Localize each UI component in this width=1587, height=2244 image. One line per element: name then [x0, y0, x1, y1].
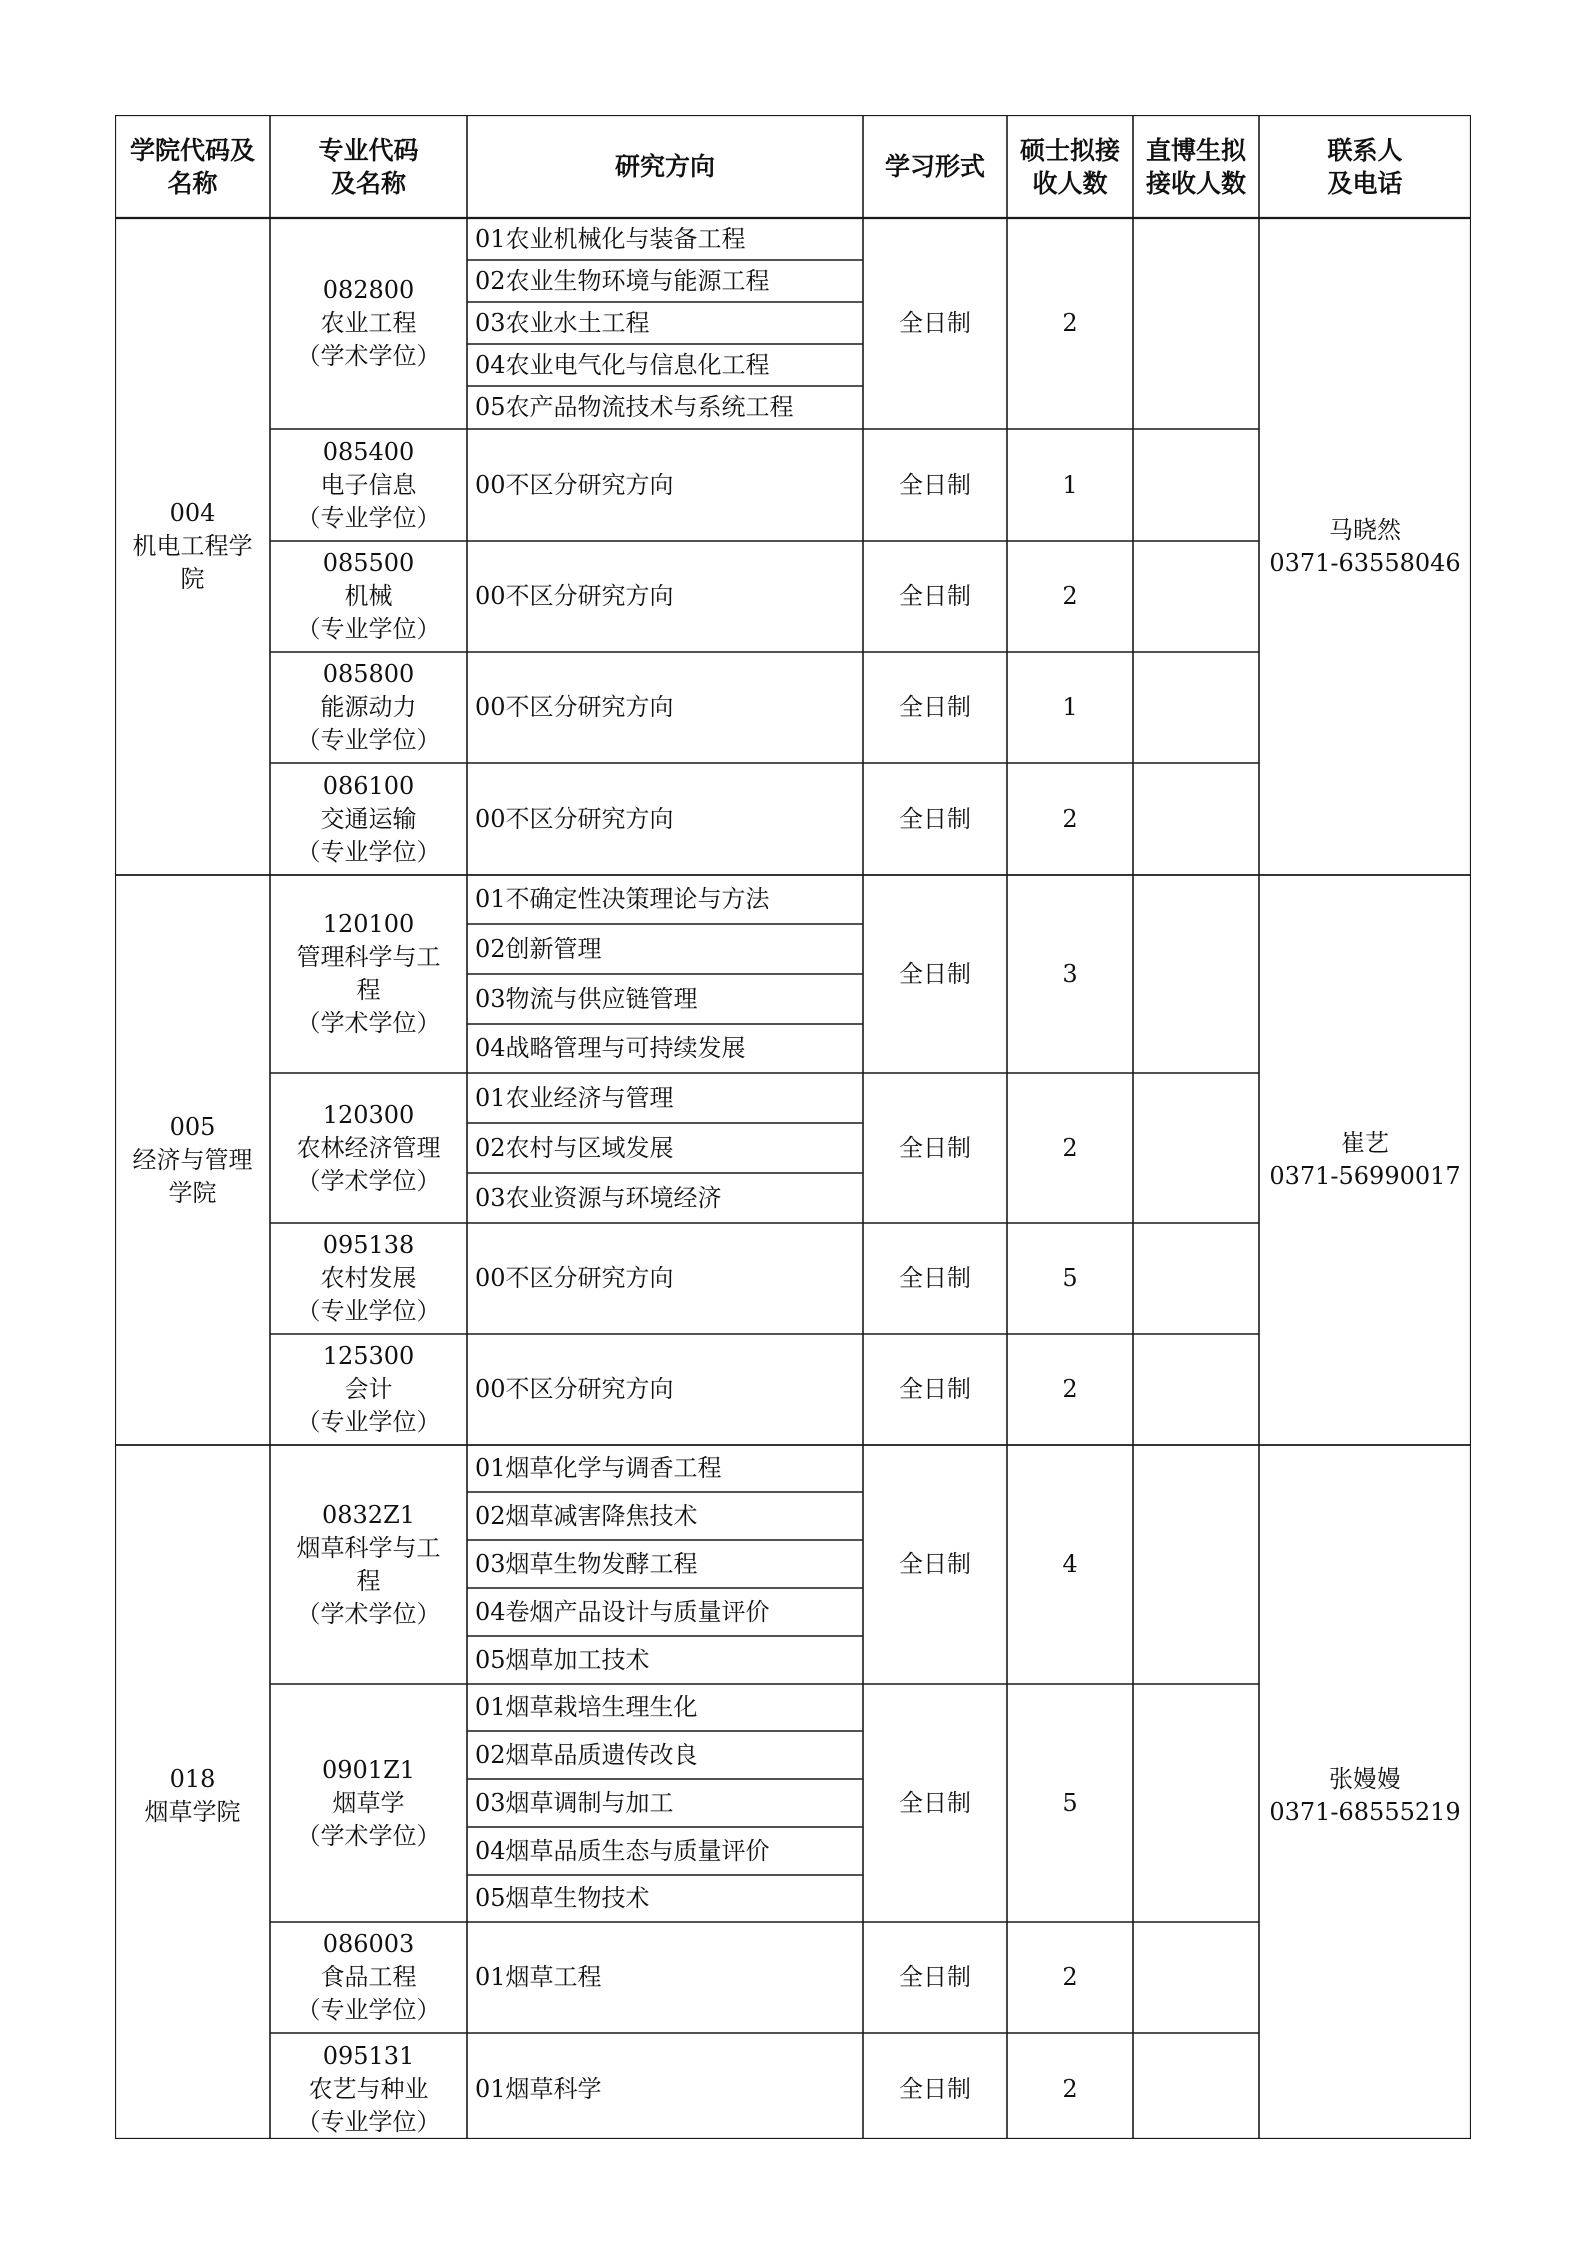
phd-count-cell [1133, 763, 1259, 875]
phd-count-cell [1133, 218, 1259, 429]
major-code: 120100 [322, 910, 415, 938]
master-count-cell [1007, 1445, 1133, 1684]
direction-text: 03农业资源与环境经济 [475, 1183, 722, 1212]
major-name-line: 电子信息 [320, 470, 417, 499]
header-study-mode [863, 115, 1007, 218]
direction-cell [467, 1445, 863, 1492]
major-name-line: 农林经济管理 [296, 1133, 441, 1162]
study-mode-cell [863, 1073, 1007, 1223]
major-code: 085400 [322, 437, 415, 466]
direction-text: 03物流与供应链管理 [475, 984, 698, 1013]
direction-text: 04烟草品质生态与质量评价 [475, 1836, 770, 1865]
master-count-cell [1007, 763, 1133, 875]
major-degree-type: （专业学位） [296, 1297, 441, 1325]
contact-cell [1259, 218, 1471, 875]
college-name-line: 机电工程学 [132, 532, 253, 560]
direction-text: 05农产品物流技术与系统工程 [475, 393, 794, 421]
direction-cell [467, 344, 863, 386]
phd-count-cell [1133, 1334, 1259, 1445]
direction-text: 05烟草加工技术 [475, 1645, 650, 1674]
direction-cell [467, 1540, 863, 1588]
phd-count-cell [1133, 1922, 1259, 2033]
major-name-line: 程 [356, 1566, 381, 1595]
study-mode-cell [863, 1223, 1007, 1334]
major-name-line: 食品工程 [320, 1963, 417, 1991]
direction-cell [467, 260, 863, 302]
master-count-value: 3 [1062, 959, 1078, 988]
major-name-line: 农村发展 [320, 1264, 417, 1292]
master-count-cell [1007, 218, 1133, 429]
contact-phone: 0371-63558046 [1269, 548, 1461, 577]
college-name-line: 院 [180, 565, 205, 593]
study-mode-text: 全日制 [899, 959, 971, 988]
master-count-cell [1007, 1684, 1133, 1922]
direction-cell [467, 386, 863, 429]
contact-name: 张嫚嫚 [1329, 1764, 1401, 1793]
major-degree-type: （专业学位） [296, 726, 441, 754]
study-mode-cell [863, 1684, 1007, 1922]
college-cell [115, 875, 270, 1445]
major-cell [270, 2033, 467, 2146]
direction-text: 04卷烟产品设计与质量评价 [475, 1597, 770, 1626]
direction-text: 05烟草生物技术 [475, 1884, 650, 1912]
study-mode-cell [863, 218, 1007, 429]
major-code: 095138 [322, 1231, 415, 1259]
major-name-line: 农业工程 [320, 309, 417, 337]
header-major [270, 115, 467, 218]
study-mode-cell [863, 1445, 1007, 1684]
major-name-line: 能源动力 [320, 693, 417, 721]
study-mode-text: 全日制 [899, 470, 971, 499]
college-name-line: 烟草学院 [144, 1797, 241, 1826]
header-study-mode-text: 学习形式 [884, 152, 985, 181]
college-cell [115, 218, 270, 875]
major-name-line: 管理科学与工 [296, 943, 441, 971]
direction-cell [467, 1827, 863, 1875]
phd-count-cell [1133, 429, 1259, 541]
direction-text: 04战略管理与可持续发展 [475, 1034, 746, 1062]
direction-text: 01农业机械化与装备工程 [475, 224, 746, 253]
major-cell [270, 218, 467, 429]
direction-cell [467, 1731, 863, 1779]
major-cell [270, 652, 467, 763]
master-count-cell [1007, 1073, 1133, 1223]
major-degree-type: （专业学位） [296, 2108, 441, 2136]
study-mode-cell [863, 429, 1007, 541]
table-cells [115, 115, 1471, 2139]
major-name-line: 交通运输 [320, 804, 417, 833]
major-code: 086100 [322, 771, 415, 800]
major-code: 082800 [322, 276, 415, 304]
study-mode-text: 全日制 [899, 1788, 971, 1817]
header-college-line: 名称 [167, 168, 218, 198]
major-code: 0901Z1 [321, 1755, 416, 1784]
study-mode-text: 全日制 [899, 1375, 971, 1403]
direction-cell [467, 924, 863, 974]
direction-text: 01烟草工程 [475, 1963, 602, 1991]
direction-text: 02农业生物环境与能源工程 [475, 266, 770, 295]
direction-cell [467, 1636, 863, 1684]
major-code: 125300 [322, 1342, 415, 1370]
major-degree-type: （学术学位） [296, 342, 441, 370]
master-count-value: 1 [1062, 470, 1078, 499]
direction-text: 00不区分研究方向 [475, 804, 674, 833]
direction-cell [467, 875, 863, 924]
major-cell [270, 1073, 467, 1223]
direction-text: 01烟草栽培生理生化 [475, 1693, 698, 1721]
major-cell [270, 1922, 467, 2033]
master-count-value: 4 [1062, 1550, 1078, 1578]
direction-cell [467, 1779, 863, 1827]
major-code: 086003 [322, 1930, 415, 1958]
phd-count-cell [1133, 2033, 1259, 2146]
direction-text: 03烟草调制与加工 [475, 1788, 674, 1817]
major-code: 0832Z1 [321, 1500, 416, 1529]
master-count-value: 2 [1062, 1133, 1078, 1162]
direction-text: 02农村与区域发展 [475, 1133, 674, 1162]
header-contact-line: 联系人 [1327, 135, 1403, 165]
major-cell [270, 875, 467, 1073]
major-name-line: 会计 [344, 1375, 393, 1403]
master-count-value: 5 [1062, 1264, 1078, 1292]
major-degree-type: （专业学位） [296, 615, 441, 643]
major-degree-type: （专业学位） [296, 503, 441, 532]
direction-cell [467, 652, 863, 763]
college-name-line: 经济与管理 [132, 1145, 253, 1174]
study-mode-text: 全日制 [899, 1550, 971, 1578]
study-mode-text: 全日制 [899, 582, 971, 610]
phd-count-cell [1133, 1223, 1259, 1334]
direction-cell [467, 541, 863, 652]
admission-table [115, 115, 1471, 2139]
master-count-cell [1007, 541, 1133, 652]
header-college [115, 115, 270, 218]
master-count-cell [1007, 875, 1133, 1073]
study-mode-cell [863, 652, 1007, 763]
study-mode-cell [863, 875, 1007, 1073]
direction-cell [467, 1334, 863, 1445]
major-code: 085500 [322, 549, 415, 577]
contact-name: 马晓然 [1329, 515, 1401, 544]
major-degree-type: （专业学位） [296, 1996, 441, 2024]
direction-cell [467, 1024, 863, 1073]
study-mode-text: 全日制 [899, 804, 971, 833]
header-major-line: 专业代码 [318, 135, 419, 165]
master-count-cell [1007, 652, 1133, 763]
major-cell [270, 1223, 467, 1334]
header-phd-line: 接收人数 [1145, 168, 1246, 198]
phd-count-cell [1133, 1684, 1259, 1922]
master-count-value: 2 [1062, 1375, 1078, 1403]
direction-cell [467, 218, 863, 260]
master-count-value: 2 [1062, 2075, 1078, 2103]
phd-count-cell [1133, 1073, 1259, 1223]
phd-count-cell [1133, 652, 1259, 763]
major-cell [270, 429, 467, 541]
study-mode-text: 全日制 [899, 2075, 971, 2103]
direction-text: 02烟草品质遗传改良 [475, 1740, 698, 1769]
header-phd-count [1133, 115, 1259, 218]
major-code: 095131 [322, 2042, 415, 2070]
college-code: 018 [169, 1764, 216, 1793]
master-count-value: 2 [1062, 582, 1078, 610]
major-degree-type: （学术学位） [296, 1166, 441, 1195]
major-degree-type: （专业学位） [296, 837, 441, 866]
major-degree-type: （学术学位） [296, 1821, 441, 1850]
college-code: 004 [169, 499, 216, 527]
major-cell [270, 1684, 467, 1922]
direction-text: 00不区分研究方向 [475, 1264, 674, 1292]
master-count-value: 2 [1062, 1963, 1078, 1991]
major-code: 120300 [322, 1100, 415, 1129]
header-master-line: 收人数 [1032, 168, 1108, 198]
phd-count-cell [1133, 875, 1259, 1073]
major-code: 085800 [322, 660, 415, 688]
direction-text: 03烟草生物发酵工程 [475, 1549, 698, 1578]
direction-cell [467, 974, 863, 1024]
college-code: 005 [169, 1112, 216, 1141]
direction-cell [467, 1922, 863, 2033]
major-name-line: 农艺与种业 [308, 2075, 429, 2103]
contact-phone: 0371-68555219 [1269, 1797, 1461, 1826]
direction-cell [467, 2033, 863, 2146]
master-count-value: 2 [1062, 804, 1078, 833]
header-major-line: 及名称 [330, 168, 406, 198]
study-mode-cell [863, 541, 1007, 652]
study-mode-cell [863, 1334, 1007, 1445]
major-name-line: 机械 [344, 582, 393, 610]
direction-text: 00不区分研究方向 [475, 693, 674, 721]
study-mode-cell [863, 2033, 1007, 2146]
header-direction [467, 115, 863, 218]
major-cell [270, 541, 467, 652]
direction-text: 00不区分研究方向 [475, 582, 674, 610]
direction-text: 03农业水土工程 [475, 308, 650, 337]
direction-cell [467, 1223, 863, 1334]
direction-text: 02创新管理 [475, 934, 602, 963]
major-cell [270, 1445, 467, 1684]
master-count-cell [1007, 1223, 1133, 1334]
major-degree-type: （学术学位） [296, 1009, 441, 1037]
contact-phone: 0371-56990017 [1269, 1162, 1461, 1190]
direction-cell [467, 1684, 863, 1731]
major-cell [270, 1334, 467, 1445]
header-phd-line: 直博生拟 [1145, 135, 1246, 165]
header-college-line: 学院代码及 [129, 135, 255, 165]
direction-cell [467, 429, 863, 541]
direction-cell [467, 1123, 863, 1173]
phd-count-cell [1133, 541, 1259, 652]
direction-cell [467, 1492, 863, 1540]
direction-cell [467, 1073, 863, 1123]
contact-cell [1259, 875, 1471, 1445]
direction-cell [467, 1173, 863, 1223]
study-mode-cell [863, 763, 1007, 875]
direction-cell [467, 1588, 863, 1636]
header-contact [1259, 115, 1471, 218]
study-mode-text: 全日制 [899, 309, 971, 337]
master-count-cell [1007, 1334, 1133, 1445]
contact-cell [1259, 1445, 1471, 2146]
phd-count-cell [1133, 1445, 1259, 1684]
direction-text: 00不区分研究方向 [475, 1375, 674, 1403]
study-mode-text: 全日制 [899, 1264, 971, 1292]
college-cell [115, 1445, 270, 2146]
master-count-cell [1007, 2033, 1133, 2146]
study-mode-text: 全日制 [899, 693, 971, 721]
header-master-line: 硕士拟接 [1019, 135, 1120, 165]
major-cell [270, 763, 467, 875]
master-count-value: 1 [1062, 693, 1078, 721]
header-contact-line: 及电话 [1327, 168, 1403, 198]
major-degree-type: （学术学位） [296, 1599, 441, 1628]
master-count-cell [1007, 1922, 1133, 2033]
major-name-line: 烟草学 [332, 1788, 405, 1817]
master-count-value: 2 [1062, 309, 1078, 337]
study-mode-cell [863, 1922, 1007, 2033]
direction-text: 01烟草化学与调香工程 [475, 1454, 722, 1482]
major-name-line: 程 [356, 976, 381, 1004]
direction-text: 04农业电气化与信息化工程 [475, 350, 770, 379]
direction-text: 01烟草科学 [475, 2075, 602, 2103]
master-count-value: 5 [1062, 1788, 1078, 1817]
direction-text: 01农业经济与管理 [475, 1083, 674, 1112]
master-count-cell [1007, 429, 1133, 541]
direction-cell [467, 302, 863, 344]
study-mode-text: 全日制 [899, 1963, 971, 1991]
college-name-line: 学院 [168, 1178, 217, 1207]
direction-text: 00不区分研究方向 [475, 470, 674, 499]
header-direction-text: 研究方向 [614, 152, 715, 181]
study-mode-text: 全日制 [899, 1133, 971, 1162]
direction-text: 01不确定性决策理论与方法 [475, 885, 770, 913]
contact-name: 崔艺 [1341, 1129, 1389, 1157]
direction-text: 02烟草减害降焦技术 [475, 1501, 698, 1530]
direction-cell [467, 1875, 863, 1922]
header-master-count [1007, 115, 1133, 218]
major-degree-type: （专业学位） [296, 1408, 441, 1436]
major-name-line: 烟草科学与工 [296, 1533, 441, 1562]
direction-cell [467, 763, 863, 875]
